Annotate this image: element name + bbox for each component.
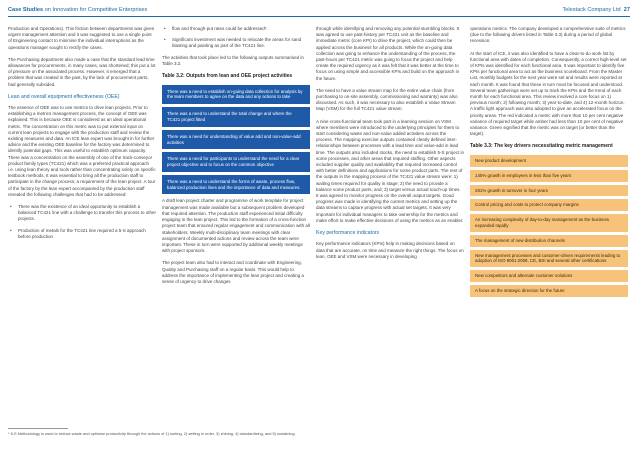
output-box: There was a need to establish on-going data collection for analysis by the team members to agree on the data and any actions to take [162,85,310,105]
section-heading: Lean and overall equipment effectiveness (OEE) [8,93,120,100]
driver-box: An increasing complexity of day-to-day management as the business expanded rapidly [470,214,628,232]
list-item: • There was the existence of an ideal opportunity to establish a balanced TC421 line with a challenge to transfer this process to other projects. [8,204,156,223]
output-box: There was a need for understanding of value add and non-value-add activities [162,130,310,150]
bullet-list [162,26,310,50]
footnote: * 5-S Methodology is used to reduce waste and optimise productivity through the actions of 1) sorting, 2) setting in order, 3) shining, 4) standardizing, and 5) sustaining. [8,431,296,436]
column-2: • flow and through-put rates could be addressed*. • Significant investment was needed to relocate the areas for sand blasting and painting as part of the TC421 line. The activities that took place led to the following outputs summarised in Table 3.2. Table 3.2: Outputs from lean and OEE project activities There was a need to establish on-going data collection for analysis by the team members to agree on the data and any actions to take There was a need to understand the total change and where the TC421 project fitted There was a need for understanding of value add and non-value-add activities There was a need for participants to understand the need for a clear project objective and to focus on the common objective There was a need to understand the forms of waste, process flow, balanced production lines and the importance of data and measures. A draft lean project charter and programme of work template for project management was made available but a subsequent problem developed that required attention. The production staff experienced initial difficulty engaging in the lean project. This led to the formation of a cross-function project team that ensured regular engagement and communication with all stakeholders. Weekly multi-disciplinary team meetings with clear assignment of documented actions and review across the team were important. These in turn were supported by additional weekly meetings with project sponsors. The project team also had to interact and coordinate with Engineering, Quality and Purchasing staff on a regular basis. This would help to address the importance of implementing the lean project and creating a sense of urgency to drive changes [162,26,310,291]
output-box: There was a need for participants to understand the need for a clear project objective and to focus on the common objective [162,152,310,172]
list-item: • Production of metals for the TC421 line required a 5-S approach before production [8,228,156,240]
table-title: Table 3.2: Outputs from lean and OEE project activities [162,73,293,80]
output-box: There was a need to understand the forms of waste, process flow, balanced production lines and the importance of data and measures. [162,175,310,195]
table-title: Table 3.3: The key drivers necessitating metric management [470,143,613,150]
output-box: There was a need to understand the total change and where the TC421 project fitted [162,107,310,127]
list-item-continued: • flow and through-put rates could be addressed*. [162,26,310,32]
driver-box: 281% growth in turnover in four years [470,185,628,197]
driver-box: 140% growth in employees in less than five years [470,170,628,182]
driver-box: New competitors and alternate customer solutions [470,270,628,282]
driver-box: The management of new distribution channels [470,235,628,247]
driver-box: New product development [470,155,628,167]
footnote-rule [8,428,68,429]
company-page: Telestack Company Ltd 27 [562,7,630,13]
section-title: Case Studies on Innovation for Competitive Enterprises [8,7,148,13]
driver-box: Control pricing and costs to protect company margins [470,199,628,211]
driver-box: New management processes and customer-driven requirements leading to adoption of ISO 9001:2008, CE, BSI and several other certifications [470,250,628,268]
section-heading: Key performance indicators [316,230,380,237]
column-3: through while identifying and removing any potential stumbling blocks. It was agreed to use past-history per TC421 unit as the baseline and immediate metric (core KPI) to drive the project, which could then be applied across the business for all products. While the on-going data collection was going to enhance the understanding of the process, the past-hours per TC421 metric was going to focus the project and help create the required urgency as it was felt that it was better at the time to focus on using simple and accessible KPIs and build on the approach in the future. The need to have a value stream map for the entire value chain (from purchasing to on-site assembly, commissioning and warranty) was also discussed. As such, it was necessary to also establish a Value Stream Map (VSM) for the full TC421 value stream. A nine cross-functional team took part in a learning session on VSM where members were introduced to the underlying principles for them to start considering waste and non-value added activities across the process. The mapping exercise outputs contained clearly defined inter-relationships between processes with a lead time and value-add in lead time. The outputs also included stocks, the need to establish 5-S project in some processes, and other areas that required staffing. Other aspects included supplier quality and availability that required increased control with better definitions and applications for some product parts. The rest of the outputs in the mapping process of the TC421 value stream were: 1) waiting times required for quality in stage; 2) the need to provide a balance some product parts, and; 3) target versus actual touch-up times. It was agreed to monitor progress on the overall output targets. Good progress was made in identifying the current metrics and setting up the data streams to capture progress with actual set targets. It was very important for individual managers to take ownership for the metrics and make effort to make effective decisions of using the metrics as an enabler. Key performance indicators Key performance indicators (KPIs) help in making decisions based on data that are accurate, on time and measure the right things. The focus on lean, OEE and VSM were necessary in developing [316,26,465,259]
page-number: 27 [623,7,630,13]
list-item: • Significant investment was needed to relocate the areas for sand blasting and painting as part of the TC421 line. [162,37,310,49]
column-4: operations metrics. The company developed a comprehensive suite of metrics (due to the following drivers listed in Table 3.3) during a period of global recession. At the start of ICE, it was also identified to have a clear-to-do work list by functional area with dates of completion. Consequently, a correct high-level set of KPIs was identified for each functional area. It was important to identify five KPIs per functional area to act as the business scoreboard. From the Master List, monthly budgets for the next year were set and results were reported at each month. It was found that these in turn must be focused and understood. Several team gatherings were set up to track the KPIs and the trend of each month for each functional area. This review involved a core focus on 1) previous month; 2) following month; 3) year-to-date, and 4) 12-month horizon. A traffic light approach was also adopted to give an accelerated focus on the priority areas. The red indicated a metric with more than 10 per cent negative variance of required target while amber had less than 10 per cent of negative variance. Green signified that the metric was on target (or better than the target). Table 3.3: The key drivers necessitating metric management New product development 140% growth in employees in less than five years 281% growth in turnover in four years Control pricing and costs to protect company margins An increasing complexity of day-to-day management as the business expanded rapidly The management of new distribution channels New management processes and customer-driven requirements leading to adoption of ISO 9001:2008, CE, BSI and several other certifications New competitors and alternate customer solutions A focus on the strategic direction for the future [470,26,628,300]
header-rule [8,16,630,17]
driver-box: A focus on the strategic direction for the future [470,285,628,297]
column-1: Production and Operations). This friction between departments was given urgent management attention and it was suggested to use a single point of Engineering contact to minimise the individual interruptions as the operations manager sought to rectify the cases. The Purchasing department also made a case that the standard lead time allowances for procurements, in many cases, was shortened; this put a lot of pressure on the associated process. However, it emerged that a problem that was created in the past, by the lack of procurement parts, had generally subsided. Lean and overall equipment effectiveness (OEE) The essence of OEE was to use metrics to drive lean projects. Prior to establishing a metrics management process, the concept of OEE was explained. This is because OEE is considered as an ideal operational metric. The concentration on this metric was to put external input on current lean projects to engage with the production staff and review the existing measures and data. An ICE lean expert was brought in for further advice and the existing OEE baseline for the factory was determined to identify potential gaps. This was useful to establish optimum capacity. There was a concentration on the assembly of one of the track-conveyor product family types (TC421) which was a preferred practical approach i.e. using lean theory and tools rather than concentrating solely on specific textbook methods. It was essential to bring all the production staff to participate in the change process; a requirement of the lean project. A tour of the factory by the lean expert accompanied by the production staff revealed the following challenges that had to be addressed: • There was the existence of an ideal opportunity to establish a balanced TC421 line with a challenge to transfer this process to other projects. • Production of metals for the TC421 line required a 5-S approach before production [8,26,156,245]
bullet-list [8,204,156,240]
